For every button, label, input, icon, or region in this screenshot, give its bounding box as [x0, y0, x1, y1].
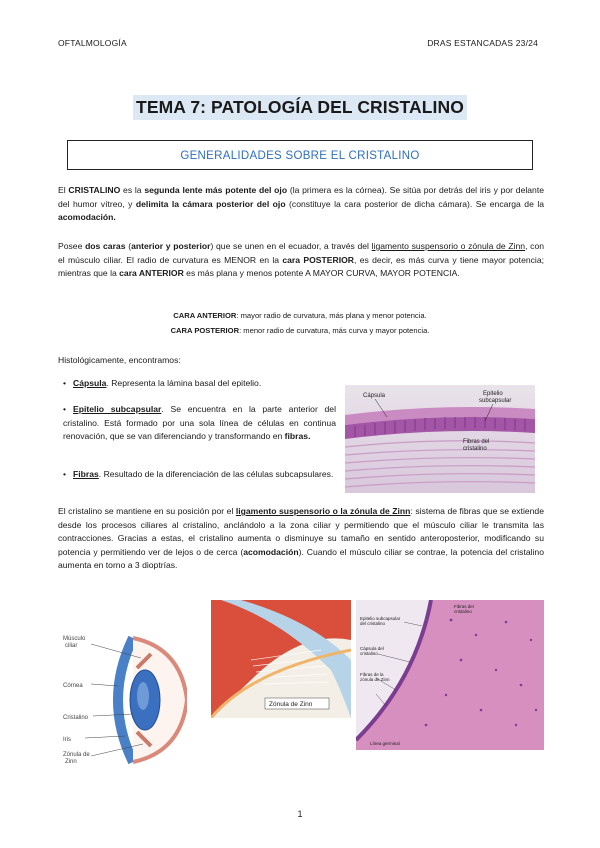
bullet-glyph: • [63, 404, 67, 414]
histology-micrograph-lens [356, 600, 544, 750]
histology-intro: Histológicamente, encontramos: [58, 355, 181, 365]
quote-anterior [0, 311, 600, 320]
bullet-label: Cápsula [73, 378, 107, 388]
text-run: (constituye la cara posterior de dicha cámara). Se encarga de la [285, 198, 545, 209]
title-container [0, 95, 600, 120]
quote-label: CARA ANTERIOR [173, 311, 237, 320]
text-run: es la [120, 185, 145, 195]
label-capsula: Cápsula del [360, 646, 384, 651]
page-title: TEMA 7: PATOLOGÍA DEL CRISTALINO [133, 95, 467, 120]
bullet-capsula [63, 377, 336, 391]
text-run: El cristalino se mantiene en su posición por el [58, 506, 236, 516]
paragraph-zonula [58, 505, 544, 573]
label-linea-germinal: Línea germinal [370, 741, 400, 746]
label-iris: Iris [63, 737, 71, 743]
text-bold: cara POSTERIOR [282, 254, 354, 265]
quote-label: CARA POSTERIOR [170, 326, 240, 335]
label-epitelio-2: del cristalino [360, 621, 386, 626]
label-cornea: Córnea [63, 683, 83, 689]
label-subcapsular: subcapsular [479, 398, 512, 404]
bullet-label: Fibras [73, 469, 99, 479]
section-heading-box [67, 140, 533, 170]
label-zinn: Zinn [65, 759, 77, 765]
text-run: Posee [58, 241, 86, 251]
text-run: , con el músculo ciliar. El radio de curvatura es MENOR en la [58, 241, 545, 265]
histology-micrograph-capsule [345, 385, 535, 493]
label-musculo: Músculo [63, 636, 86, 642]
quote-text: : menor radio de curvatura, más curva y mayor potencia. [239, 326, 430, 335]
text-run: ) que se unen en el ecuador, a través del [210, 241, 372, 251]
paragraph-intro [58, 184, 544, 225]
text-bold: acomodación [243, 546, 299, 557]
text-run: ). Cuando el músculo ciliar se contrae, la potencia del cristalino aumenta en torno a 3 dioptrías. [58, 546, 544, 570]
text-bold: cara ANTERIOR [119, 268, 184, 278]
text-run: El [58, 185, 69, 195]
label-fibras-cristalino: Fibras del [454, 604, 474, 609]
text-bold: CRISTALINO [68, 185, 121, 195]
text-run: , es decir, es más curva y tiene mayor potencia; mientras que la [58, 254, 544, 278]
header-subject: OFTALMOLOGÍA [58, 38, 127, 48]
text-bold: acomodación. [58, 212, 116, 222]
label-capsula-2: cristalino [360, 651, 378, 656]
header-author: DRAS ESTANCADAS 23/24 [427, 38, 538, 48]
text-run: ( [125, 241, 132, 251]
text-run: : sistema de fibras que se extiende desde los procesos ciliares al cristalino, anclándolo a la zona ciliar y permitiendo que el músculo ciliar le transmita las contracciones. Gracias a estas, el cristalino aumenta o disminuye su tamaño en sentido anteroposterior, modificando su potencia y permitiendo ver de lejos o de cerca ( [58, 506, 544, 557]
label-zonula: Fibras de la [360, 672, 384, 677]
text-run: (la primera es la córnea). Se sitúa por detrás del iris y por delante del humor vítreo, y [58, 185, 544, 209]
bullet-text: . Se encuentra en la parte anterior del cristalino. Está formado por una sola línea de células en continua renovación, que se van diferenciando y transformando en [63, 404, 336, 441]
text-bold: anterior y posterior [131, 241, 211, 251]
label-capsula: Cápsula [363, 393, 386, 399]
text-bold: delimita la cámara posterior del ojo [135, 198, 286, 209]
text-bold: segunda lente más potente del ojo [144, 185, 288, 195]
bullet-text: . Representa la lámina basal del epitelio. [106, 378, 262, 388]
lens-highlight [137, 682, 149, 710]
label-zonula-2: zónula de Zinn [360, 677, 390, 682]
quote-posterior [0, 326, 600, 335]
bullet-bold: fibras. [284, 431, 311, 441]
text-bold: dos caras [85, 241, 126, 251]
label-epitelio: Epitelio [483, 391, 503, 397]
bullet-label: Epitelio subcapsular [73, 404, 162, 414]
bullet-epitelio [63, 403, 336, 444]
label-fibras: Fibras del [463, 439, 490, 445]
label-cristalino: Cristalino [63, 715, 89, 721]
page-number: 1 [297, 809, 303, 819]
eye-diagram [63, 628, 187, 772]
section-heading: GENERALIDADES SOBRE EL CRISTALINO [180, 150, 420, 162]
label-ciliar: ciliar [65, 643, 78, 649]
text-run: A MAYOR CURVA, MAYOR POTENCIA. [305, 268, 460, 278]
text-underline: ligamento suspensorio o zónula de Zinn [371, 241, 526, 251]
label-zonula: Zónula de [63, 752, 90, 758]
label-cristalino: cristalino [463, 446, 487, 452]
quote-text: : mayor radio de curvatura, más plana y menor potencia. [236, 311, 427, 320]
text-bold-underline: ligamento suspensorio o la zónula de Zinn [235, 506, 411, 516]
bullet-glyph: • [63, 378, 67, 388]
bullet-glyph: • [63, 469, 67, 479]
label-fibras-cristalino-2: cristalino [454, 609, 472, 614]
paragraph-faces [58, 240, 544, 281]
zonula-zinn-illustration [211, 600, 351, 718]
bullet-fibras [63, 468, 336, 482]
label-zonula-zinn: Zónula de Zinn [269, 701, 313, 708]
text-run: es más plana y menos potente [183, 268, 306, 278]
bullet-text: . Resultado de la diferenciación de las células subcapsulares. [98, 469, 334, 479]
label-epitelio: Epitelio subcapsular [360, 616, 401, 621]
